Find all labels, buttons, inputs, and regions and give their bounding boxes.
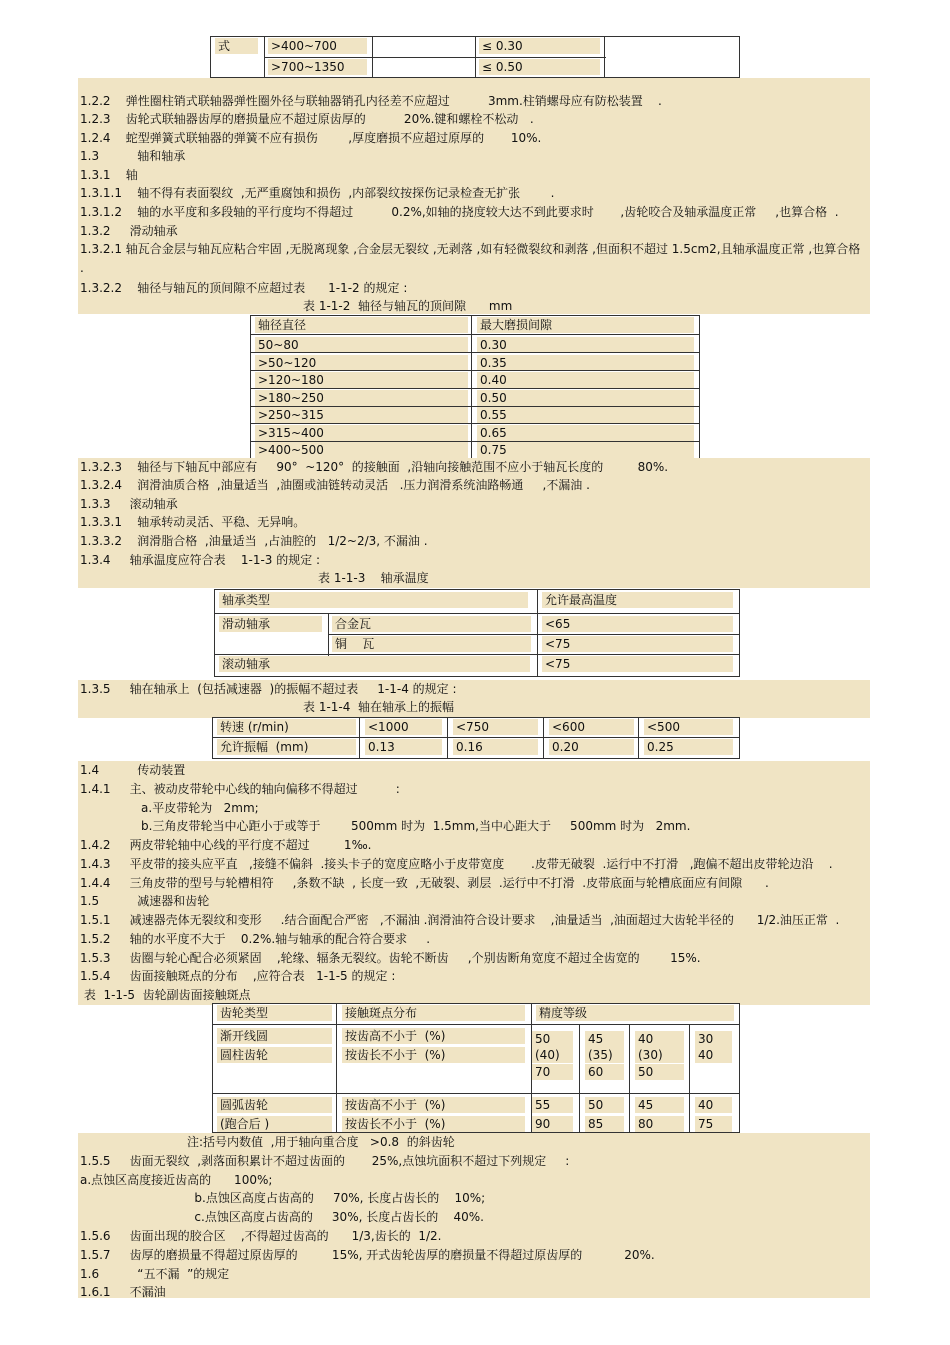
table-cell: 50~80 xyxy=(255,337,468,353)
table-cell: 40 xyxy=(695,1047,732,1063)
table-cell: 0.20 xyxy=(549,739,634,755)
table-cell: 0.35 xyxy=(477,355,694,371)
table-cell: 按齿高不小于 (%) xyxy=(342,1097,525,1113)
text-line: 1.4.2 两皮带轮轴中心线的平行度不超过 1‰. xyxy=(80,838,372,852)
table-cell: <75 xyxy=(542,656,733,672)
table-header: 最大磨损间隙 xyxy=(477,317,694,333)
table-cell: 80 xyxy=(635,1116,684,1132)
table-cell: >700~1350 xyxy=(268,59,367,75)
text-line: 1.6.1 不漏油 xyxy=(80,1285,166,1299)
table-header: 轴径直径 xyxy=(255,317,468,333)
text-line: c.点蚀区高度占齿高的 30%, 长度占齿长的 40%. xyxy=(80,1210,484,1224)
table-cell: 式 xyxy=(215,38,258,54)
table-cell: 0.55 xyxy=(477,407,694,423)
table-cell: <1000 xyxy=(365,719,442,735)
text-line: 1.2.4 蛇型弹簧式联轴器的弹簧不应有损伤 ,厚度磨损不应超过原厚的 10%. xyxy=(80,131,542,145)
text-line: a.平皮带轮为 2mm; xyxy=(80,801,259,815)
table-cell: 50 xyxy=(635,1064,684,1080)
table-cell: 55 xyxy=(532,1097,573,1113)
table-cell: >180~250 xyxy=(255,390,468,406)
table-caption: 表 1-1-4 轴在轴承上的振幅 xyxy=(303,700,455,714)
table-cell: <75 xyxy=(542,636,733,652)
table-cell: ≤ 0.50 xyxy=(479,59,600,75)
table-cell: 50 xyxy=(532,1031,573,1047)
text-line: a.点蚀区高度接近齿高的 100%; xyxy=(80,1173,273,1187)
table-cell: 90 xyxy=(532,1116,573,1132)
table-caption: 表 1-1-3 轴承温度 xyxy=(318,571,429,585)
table-cell: >250~315 xyxy=(255,407,468,423)
table-cell: <750 xyxy=(453,719,538,735)
table-header: 允许振幅 (mm) xyxy=(217,739,356,755)
text-paragraph: 1.3.2.1 轴瓦合金层与轴瓦应粘合牢固 ,无脱离现象 ,合金层无裂纹 ,无剥落 ,如有轻微裂纹和剥落 ,但面积不超过 1.5cm2,且轴承温度正常 ,也算合格 . xyxy=(80,242,861,275)
text-line: 1.5.6 齿面出现的胶合区 ,不得超过齿高的 1/3,齿长的 1/2. xyxy=(80,1229,442,1243)
table-cell: 渐开线圆 xyxy=(217,1028,332,1044)
table-cell: 圆柱齿轮 xyxy=(217,1047,332,1063)
text-line: 1.3.2 滑动轴承 xyxy=(80,224,178,238)
table-cell: (30) xyxy=(635,1047,684,1063)
text-line: 1.3.1.2 轴的水平度和多段轴的平行度均不得超过 0.2%,如轴的挠度较大达不到此要求时 ,齿轮咬合及轴承温度正常 ,也算合格 . xyxy=(80,205,839,219)
table-cell: 按齿长不小于 (%) xyxy=(342,1047,525,1063)
text-line: 1.2.3 齿轮式联轴器齿厚的磨损量应不超过原齿厚的 20%.键和螺栓不松动 . xyxy=(80,112,534,126)
table-cell: 45 xyxy=(635,1097,684,1113)
table-header: 接触斑点分布 xyxy=(342,1005,525,1021)
table-cell: 合金瓦 xyxy=(332,616,531,632)
table-1-1-3 xyxy=(214,589,740,677)
table-cell: 40 xyxy=(635,1031,684,1047)
table-cell: 按齿高不小于 (%) xyxy=(342,1028,525,1044)
table-cell: ≤ 0.30 xyxy=(479,38,600,54)
table-cell: 0.25 xyxy=(644,739,733,755)
table-cell: 0.65 xyxy=(477,425,694,441)
table-1-1-2 xyxy=(250,315,700,460)
table-caption: 表 1-1-5 齿轮副齿面接触斑点 xyxy=(80,988,251,1002)
table-cell: 0.40 xyxy=(477,372,694,388)
text-line: 1.5.3 齿圈与轮心配合必须紧固 ,轮缘、辐条无裂纹。齿轮不断齿 ,个别齿断角宽度不超过全齿宽的 15%. xyxy=(80,951,701,965)
table-header: 轴承类型 xyxy=(219,592,528,608)
table-cell: 85 xyxy=(585,1116,624,1132)
table-1-1-5 xyxy=(212,1003,740,1133)
text-line: 1.3.2.4 润滑油质合格 ,油量适当 ,油圈或油链转动灵活 .压力润滑系统油路畅通 ,不漏油 . xyxy=(80,478,590,492)
text-line: 1.3.3.2 润滑脂合格 ,油量适当 ,占油腔的 1/2~2/3, 不漏油 . xyxy=(80,534,428,548)
text-line: 1.3.4 轴承温度应符合表 1-1-3 的规定 : xyxy=(80,553,321,567)
text-line: 1.4.1 主、被动皮带轮中心线的轴向偏移不得超过 : xyxy=(80,782,400,796)
table-cell: >120~180 xyxy=(255,372,468,388)
text-line: 1.3.2.3 轴径与下轴瓦中部应有 90° ~120° 的接触面 ,沿轴向接触范围不应小于轴瓦长度的 80%. xyxy=(80,460,669,474)
table-cell: >315~400 xyxy=(255,425,468,441)
table-cell: 60 xyxy=(585,1064,624,1080)
text-line: 1.5 减速器和齿轮 xyxy=(80,894,210,908)
table-cell: 0.16 xyxy=(453,739,538,755)
table-cell: >400~700 xyxy=(268,38,367,54)
text-line: b.点蚀区高度占齿高的 70%, 长度占齿长的 10%; xyxy=(80,1191,486,1205)
table-1-1-4 xyxy=(212,717,740,759)
table-cell: 滑动轴承 xyxy=(219,616,322,632)
text-line: 1.4.4 三角皮带的型号与轮槽相符 ,条数不缺 , 长度一致 ,无破裂、剥层 .运行中不打滑 .皮带底面与轮槽底面应有间隙 . xyxy=(80,876,769,890)
text-line: 1.4 传动装置 xyxy=(80,763,186,777)
table-cell: >400~500 xyxy=(255,442,468,458)
table-cell: 70 xyxy=(532,1064,573,1080)
text-line: 1.6 “五不漏 ”的规定 xyxy=(80,1267,230,1281)
table-cell: 0.30 xyxy=(477,337,694,353)
text-line: 1.5.7 齿厚的磨损量不得超过原齿厚的 15%, 开式齿轮齿厚的磨损量不得超过原齿厚的 20%. xyxy=(80,1248,655,1262)
text-line: 1.3.3 滚动轴承 xyxy=(80,497,178,511)
text-line: 1.5.1 减速器壳体无裂纹和变形 .结合面配合严密 ,不漏油 .润滑油符合设计要求 ,油量适当 ,油面超过大齿轮半径的 1/2.油压正常 . xyxy=(80,913,840,927)
table-cell: <600 xyxy=(549,719,634,735)
table-cell: 铜 瓦 xyxy=(332,636,531,652)
table-cell: 滚动轴承 xyxy=(219,656,530,672)
table-cell: 40 xyxy=(695,1097,732,1113)
table-cell: 0.75 xyxy=(477,442,694,458)
table-cell: <500 xyxy=(644,719,733,735)
table-cell: 45 xyxy=(585,1031,624,1047)
text-line: 1.3.1.1 轴不得有表面裂纹 ,无严重腐蚀和损伤 ,内部裂纹按探伤记录检查无扩张 . xyxy=(80,186,555,200)
text-line: 1.3.5 轴在轴承上 (包括减速器 )的振幅不超过表 1-1-4 的规定 : xyxy=(80,682,457,696)
text-line: 1.5.5 齿面无裂纹 ,剥落面积累计不超过齿面的 25%,点蚀坑面积不超过下列规定 : xyxy=(80,1154,570,1168)
table-cell: 30 xyxy=(695,1031,732,1047)
text-line: 1.4.3 平皮带的接头应平直 ,接缝不偏斜 .接头卡子的宽度应略小于皮带宽度 .皮带无破裂 .运行中不打滑 ,跑偏不超出皮带轮边沿 . xyxy=(80,857,833,871)
text-line: 1.3.1 轴 xyxy=(80,168,138,182)
text-line: 1.3 轴和轴承 xyxy=(80,149,186,163)
table-header: 允许最高温度 xyxy=(542,592,733,608)
text-line: 1.3.2.2 轴径与轴瓦的顶间隙不应超过表 1-1-2 的规定 : xyxy=(80,281,408,295)
table-header: 转速 (r/min) xyxy=(217,719,356,735)
text-line: b.三角皮带轮当中心距小于或等于 500mm 时为 1.5mm,当中心距大于 500mm 时为 2mm. xyxy=(80,819,691,833)
table-note: 注:括号内数值 ,用于轴向重合度 >0.8 的斜齿轮 xyxy=(187,1135,455,1149)
table-header: 精度等级 xyxy=(536,1005,734,1021)
table-cell: 按齿长不小于 (%) xyxy=(342,1116,525,1132)
table-cell: 50 xyxy=(585,1097,624,1113)
table-cell: (40) xyxy=(532,1047,573,1063)
table-header: 齿轮类型 xyxy=(217,1005,332,1021)
text-line: 1.2.2 弹性圈柱销式联轴器弹性圈外径与联轴器销孔内径差不应超过 3mm.柱销螺母应有防松装置 . xyxy=(80,94,662,108)
table-cell: <65 xyxy=(542,616,733,632)
table-cell: (35) xyxy=(585,1047,624,1063)
table-cell: 0.50 xyxy=(477,390,694,406)
table-cell: (跑合后 ) xyxy=(217,1116,332,1132)
table-cell: 75 xyxy=(695,1116,732,1132)
text-line: 1.5.2 轴的水平度不大于 0.2%.轴与轴承的配合符合要求 . xyxy=(80,932,431,946)
table-caption: 表 1-1-2 轴径与轴瓦的顶间隙 mm xyxy=(303,299,513,313)
top-table xyxy=(210,36,740,78)
table-cell: >50~120 xyxy=(255,355,468,371)
table-cell: 0.13 xyxy=(365,739,442,755)
text-line: 1.5.4 齿面接触斑点的分布 ,应符合表 1-1-5 的规定 : xyxy=(80,969,396,983)
text-line: 1.3.3.1 轴承转动灵活、平稳、无异响。 xyxy=(80,515,306,529)
table-cell: 圆弧齿轮 xyxy=(217,1097,332,1113)
